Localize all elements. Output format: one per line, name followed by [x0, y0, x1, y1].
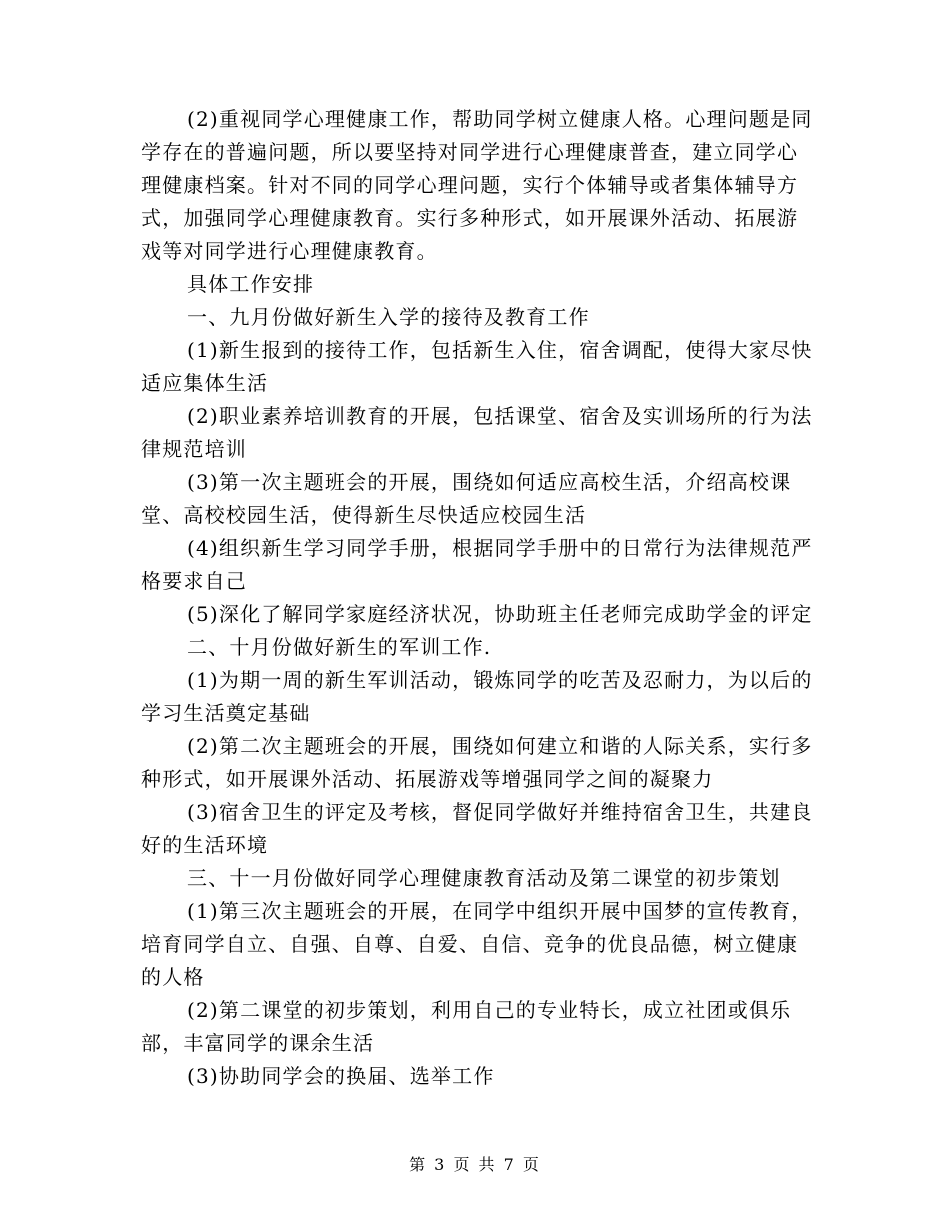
- list-item: (3)宿舍卫生的评定及考核，督促同学做好并维持宿舍卫生，共建良好的生活环境: [141, 800, 813, 857]
- list-item: (3)协助同学会的换届、选举工作: [187, 1064, 495, 1088]
- section-heading-november: 三、十一月份做好同学心理健康教育活动及第二课堂的初步策划: [187, 866, 781, 890]
- document-body: [141, 103, 813, 1093]
- list-item: (3)第一次主题班会的开展，围绕如何适应高校生活，介绍高校课堂、高校校园生活，使得新生尽快适应校园生活: [141, 470, 792, 527]
- list-item: (2)职业素养培训教育的开展，包括课堂、宿舍及实训场所的行为法律规范培训: [141, 404, 813, 461]
- section-heading-october: 二、十月份做好新生的军训工作.: [187, 635, 492, 659]
- paragraph-psychology-intro: (2)重视同学心理健康工作，帮助同学树立健康人格。心理问题是同学存在的普遍问题，所以要坚持对同学进行心理健康普查，建立同学心理健康档案。针对不同的同学心理问题，实行个体辅导或者集体辅导方式，加强同学心理健康教育。实行多种形式，如开展课外活动、拓展游戏等对同学进行心理健康教育。: [141, 107, 813, 263]
- list-item: (2)第二课堂的初步策划，利用自己的专业特长，成立社团或俱乐部，丰富同学的课余生活: [141, 998, 792, 1055]
- list-item: (2)第二次主题班会的开展，围绕如何建立和谐的人际关系，实行多种形式，如开展课外活动、拓展游戏等增强同学之间的凝聚力: [141, 734, 813, 791]
- list-item: (1)第三次主题班会的开展，在同学中组织开展中国梦的宣传教育，培育同学自立、自强、自尊、自爱、自信、竞争的优良品德，树立健康的人格: [141, 899, 813, 989]
- list-item: (4)组织新生学习同学手册，根据同学手册中的日常行为法律规范严格要求自己: [141, 536, 813, 593]
- list-item: (5)深化了解同学家庭经济状况，协助班主任老师完成助学金的评定: [187, 602, 813, 626]
- section-heading-september: 一、九月份做好新生入学的接待及教育工作: [187, 305, 590, 329]
- list-item: (1)为期一周的新生军训活动，锻炼同学的吃苦及忍耐力，为以后的学习生活奠定基础: [141, 668, 813, 725]
- list-item: (1)新生报到的接待工作，包括新生入住，宿舍调配，使得大家尽快适应集体生活: [141, 338, 813, 395]
- paragraph-arrangement-heading: 具体工作安排: [187, 272, 315, 296]
- page-number-footer: 第 3 页 共 7 页: [409, 1155, 541, 1174]
